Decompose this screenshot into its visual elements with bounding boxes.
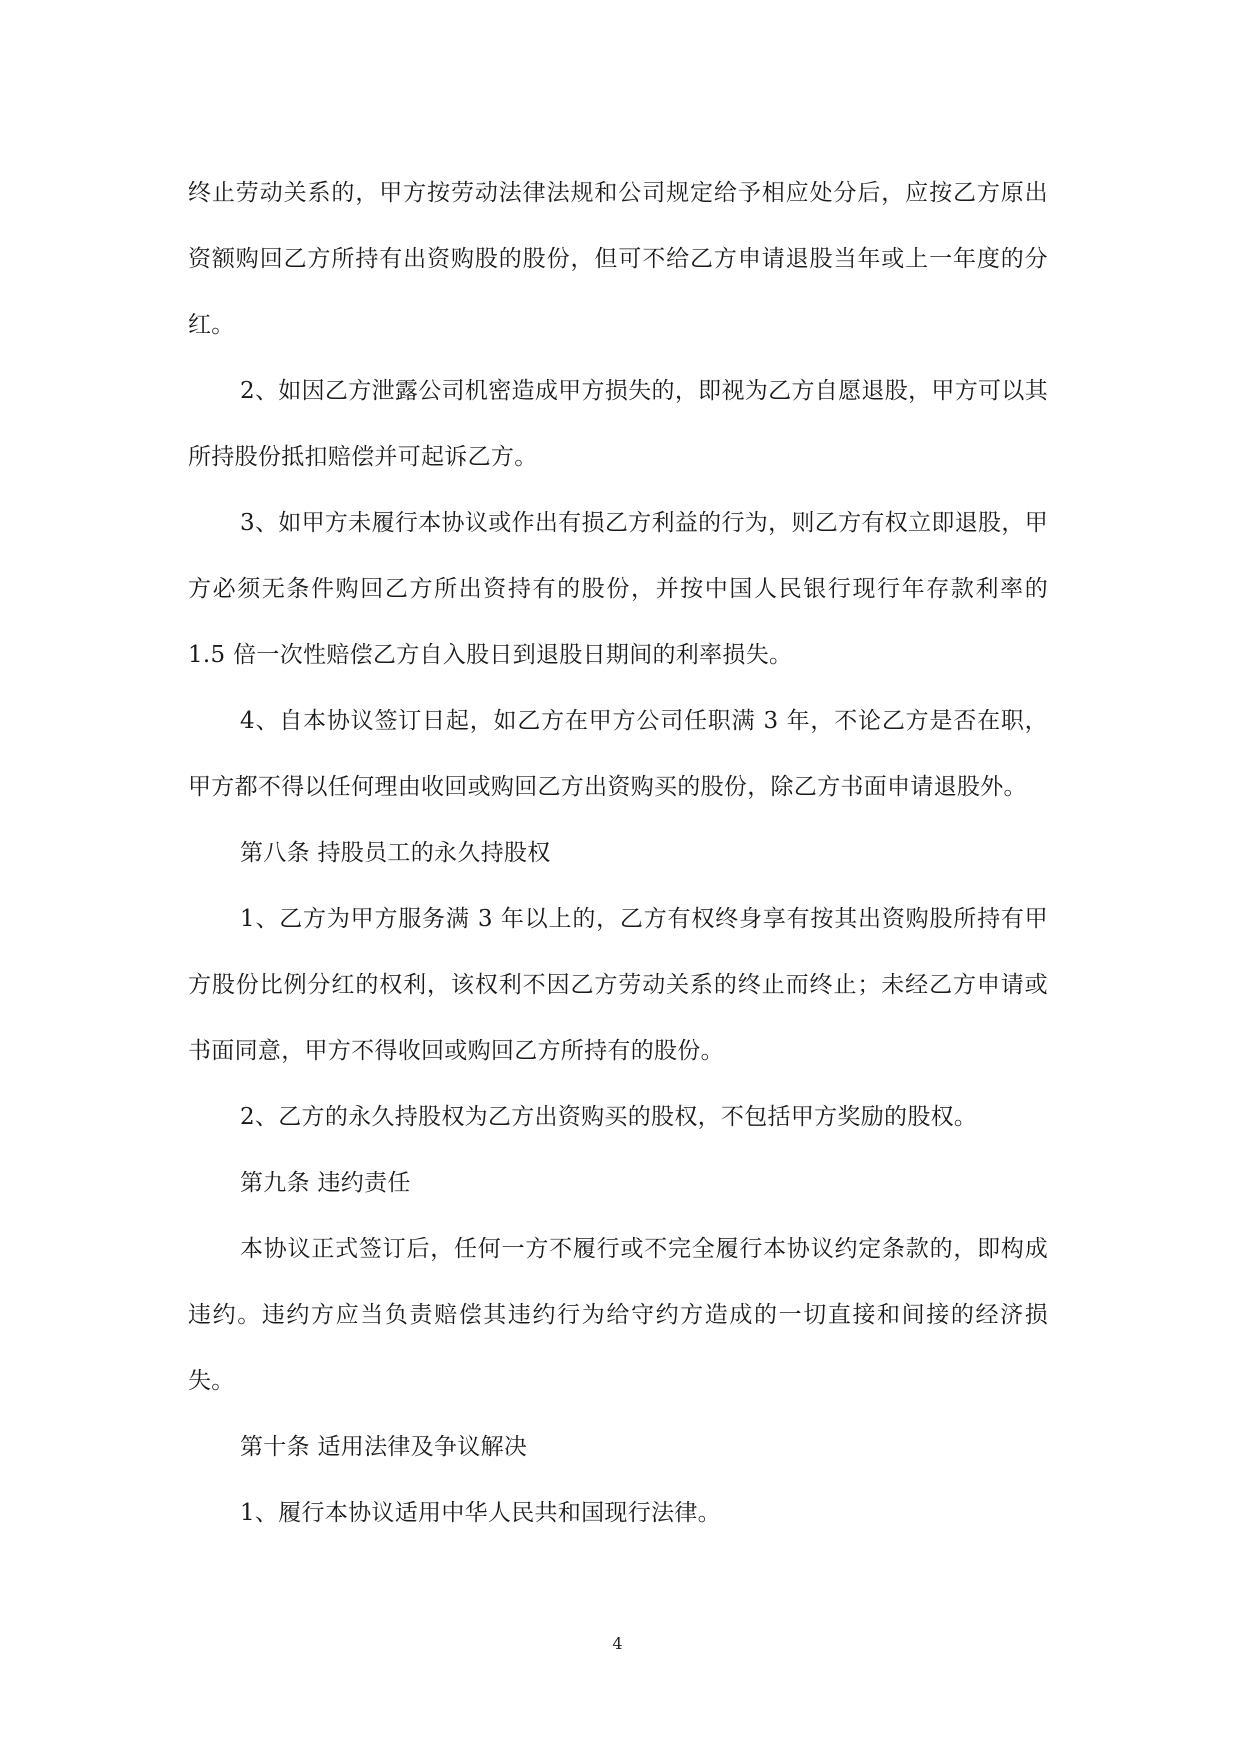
paragraph-article-8-item-2: 2、乙方的永久持股权为乙方出资购买的股权，不包括甲方奖励的股权。 [240, 1104, 978, 1130]
paragraph-clause-2-leak: 2、如因乙方泄露公司机密造成甲方损失的，即视为乙方自愿退股，甲方可以其所持股份抵扣赔偿并可起诉乙方。 [188, 378, 1048, 470]
paragraph-article-9-body: 本协议正式签订后，任何一方不履行或不完全履行本协议约定条款的，即构成违约。违约方应当负责赔偿其违约行为给守约方造成的一切直接和间接的经济损失。 [188, 1236, 1048, 1394]
paragraph-continuation: 终止劳动关系的，甲方按劳动法律法规和公司规定给予相应处分后，应按乙方原出资额购回乙方所持有出资购股的股份，但可不给乙方申请退股当年或上一年度的分红。 [188, 180, 1048, 338]
page-number: 4 [612, 1634, 623, 1653]
paragraph-article-8-item-1: 1、乙方为甲方服务满 3 年以上的，乙方有权终身享有按其出资购股所持有甲方股份比例分红的权利，该权利不因乙方劳动关系的终止而终止；未经乙方申请或书面同意，甲方不得收回或购回乙方所持有的股份。 [188, 906, 1048, 1064]
document-body [188, 160, 1048, 1546]
section-heading-article-9: 第九条 违约责任 [240, 1170, 411, 1196]
paragraph-clause-3-breach: 3、如甲方未履行本协议或作出有损乙方利益的行为，则乙方有权立即退股，甲方必须无条件购回乙方所出资持有的股份，并按中国人民银行现行年存款利率的 1.5 倍一次性赔偿乙方自入股日到退股日期间的利率损失。 [188, 510, 1048, 668]
paragraph-article-10-item-1: 1、履行本协议适用中华人民共和国现行法律。 [240, 1500, 721, 1526]
paragraph-clause-4-tenure: 4、自本协议签订日起，如乙方在甲方公司任职满 3 年，不论乙方是否在职，甲方都不得以任何理由收回或购回乙方出资购买的股份，除乙方书面申请退股外。 [188, 708, 1048, 800]
section-heading-article-8: 第八条 持股员工的永久持股权 [240, 840, 551, 866]
section-heading-article-10: 第十条 适用法律及争议解决 [240, 1434, 528, 1460]
